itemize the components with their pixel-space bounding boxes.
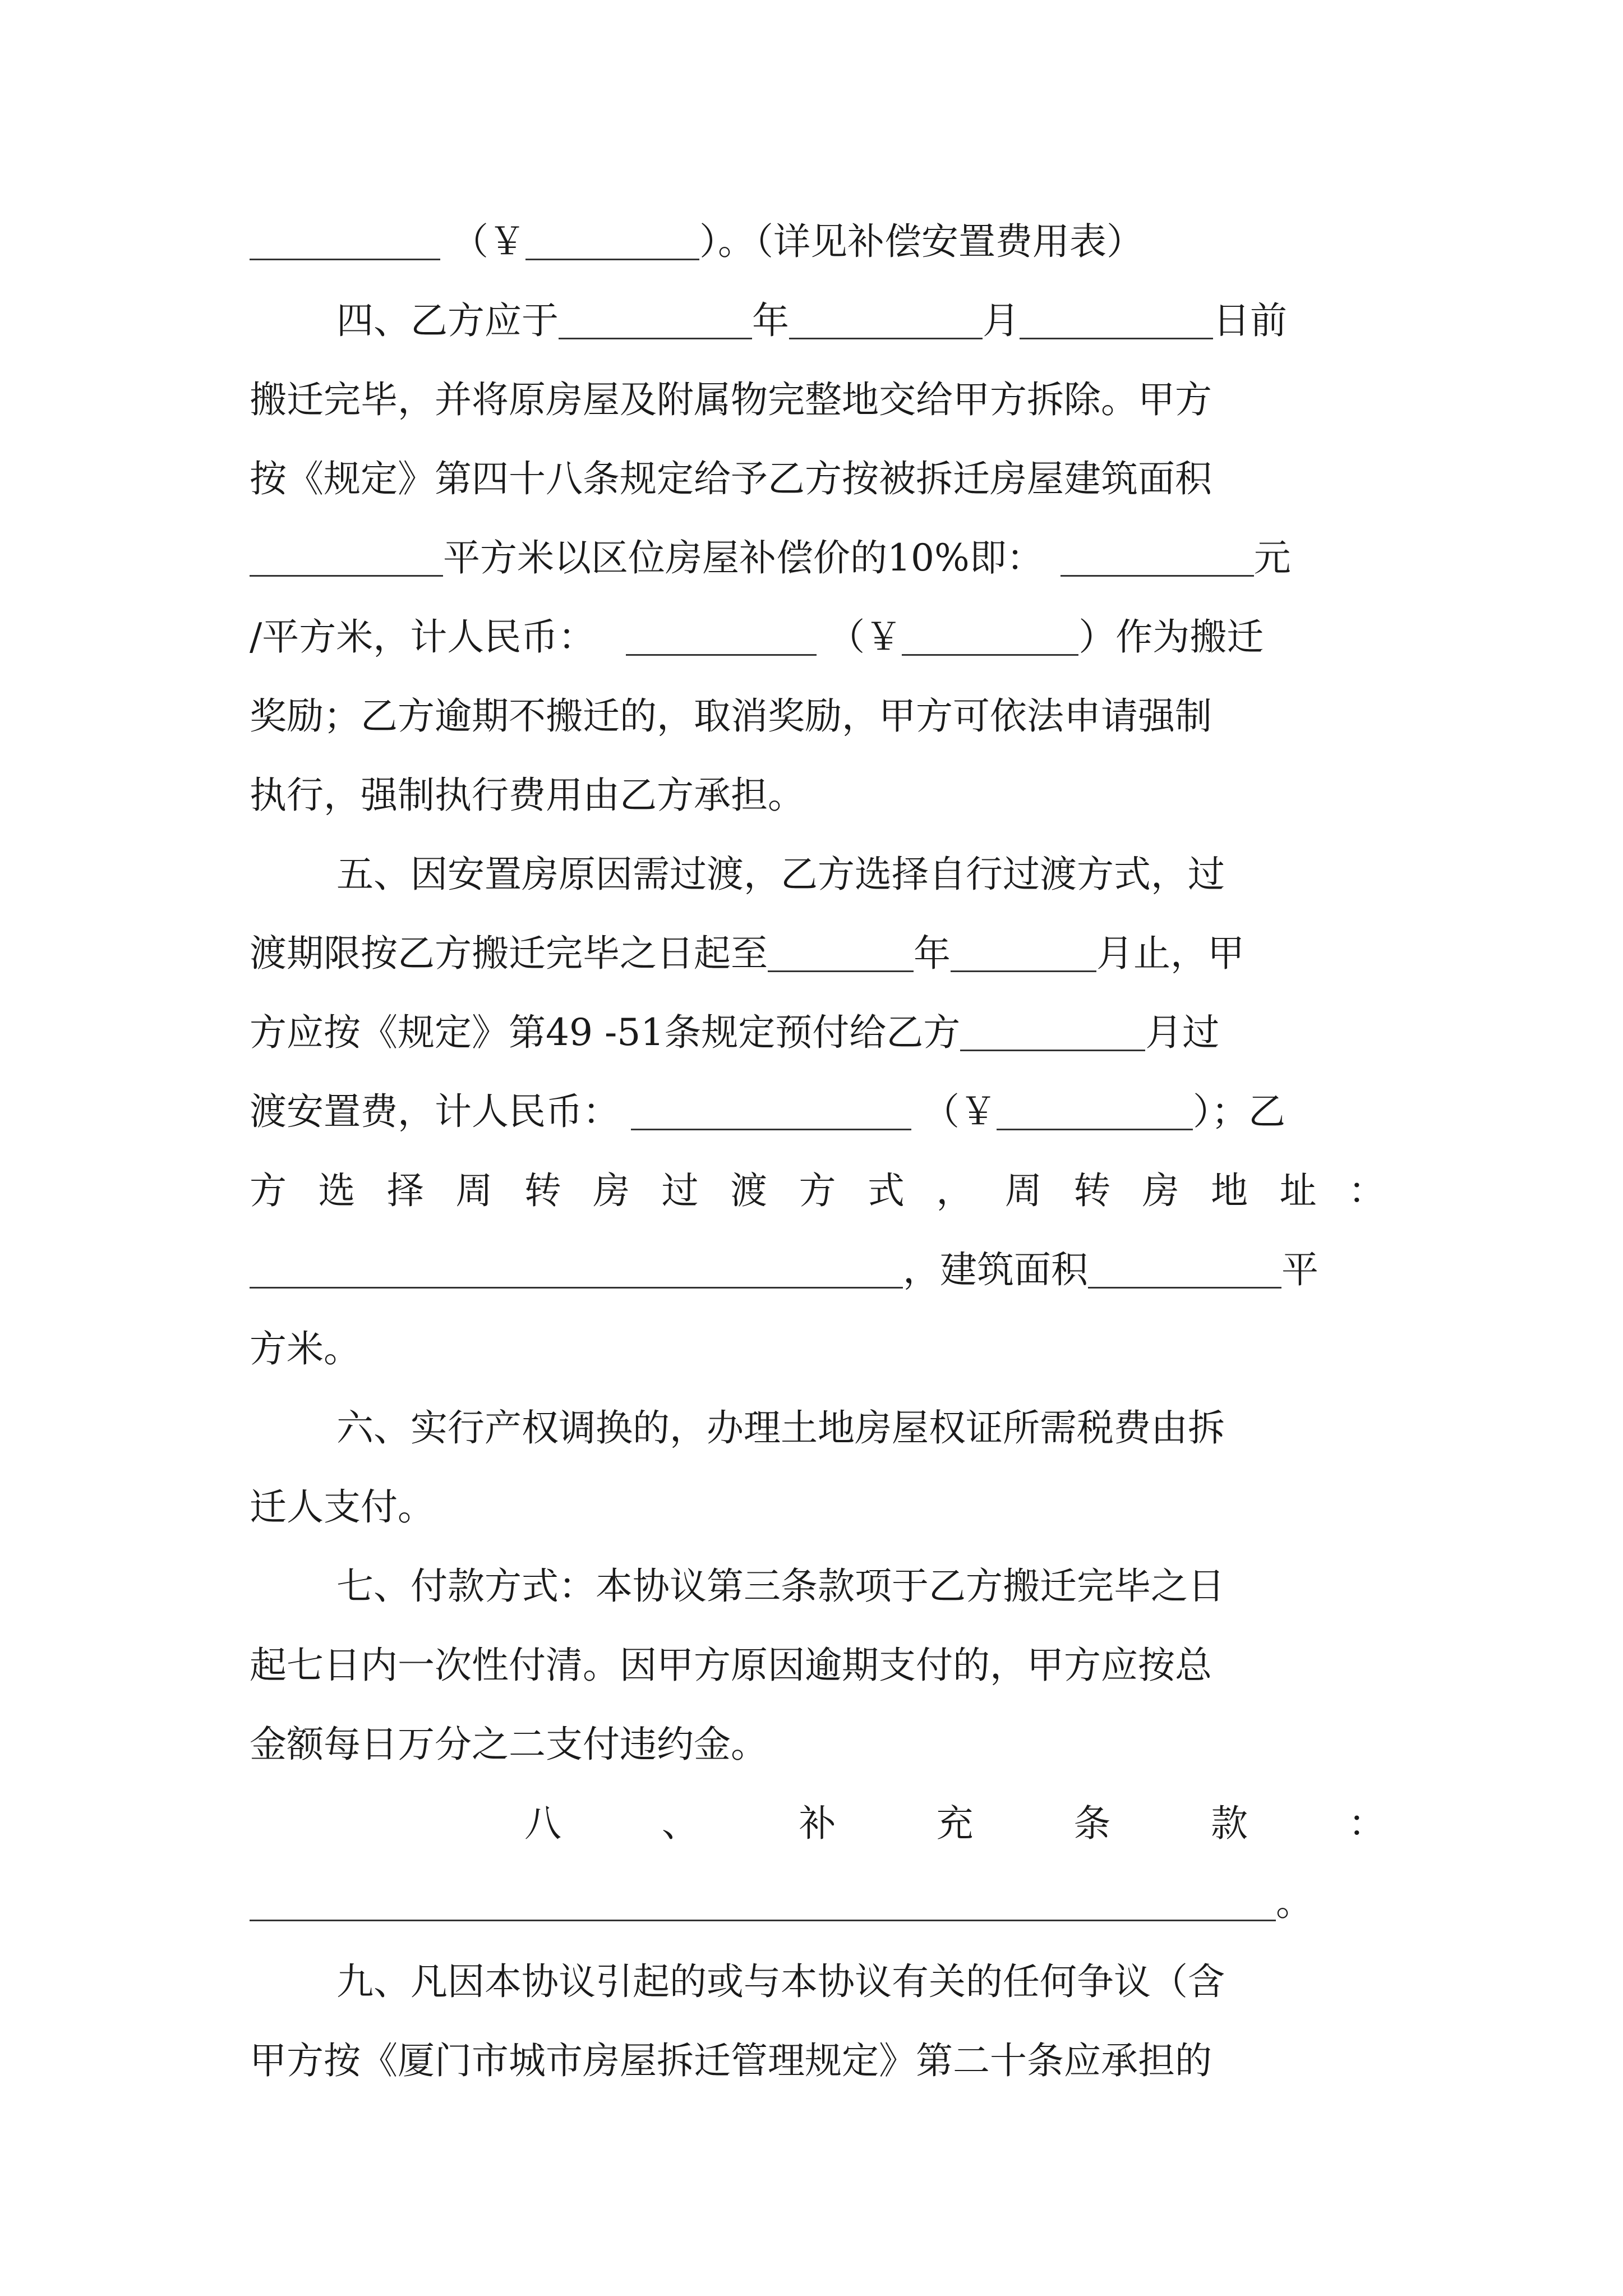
text-segment: 六、实行产权调换的，办理土地房屋权证所需税费由拆 <box>336 1406 1225 1450</box>
text-line <box>250 993 1385 1072</box>
text-line <box>250 677 1385 756</box>
text-line <box>250 2022 1385 2100</box>
blank-underline <box>1061 540 1254 577</box>
blank-underline <box>631 1093 911 1130</box>
text-segment: 起七日内一次性付清。因甲方原因逾期支付的，甲方应按总 <box>250 1644 1212 1687</box>
text-line <box>250 1231 1385 1309</box>
text-char: ： <box>1348 1169 1385 1212</box>
text-segment: 甲方按《厦门市城市房屋拆迁管理规定》第二十条应承担的 <box>250 2039 1212 2082</box>
text-char: 择 <box>386 1169 424 1212</box>
text-char: 、 <box>661 1802 699 1845</box>
blank-underline <box>768 935 914 972</box>
text-line <box>250 914 1385 993</box>
text-line <box>250 1943 1385 2021</box>
text-line <box>250 440 1385 518</box>
text-char: ， <box>936 1169 974 1212</box>
text-segment: 渡期限按乙方搬迁完毕之日起至 <box>250 932 768 975</box>
text-segment: 搬迁完毕，并将原房屋及附属物完整地交给甲方拆除。甲方 <box>250 378 1212 421</box>
blank-underline <box>626 619 817 656</box>
text-segment: 。 <box>1276 1881 1313 1924</box>
text-char: 转 <box>524 1169 561 1212</box>
text-segment: 奖励；乙方逾期不搬迁的，取消奖励，甲方可依法申请强制 <box>250 694 1212 738</box>
text-segment: 平方米以区位房屋补偿价的10%即： <box>443 536 1044 579</box>
text-segment: （￥ <box>923 1090 997 1133</box>
text-char: 房 <box>593 1169 630 1212</box>
text-segment: ）；乙 <box>1193 1090 1285 1133</box>
text-segment: 月 <box>983 299 1020 342</box>
blank-underline <box>951 935 1096 972</box>
text-line <box>250 203 1385 281</box>
text-line <box>250 361 1385 439</box>
blank-underline <box>250 1251 903 1289</box>
text-segment: ）作为搬迁 <box>1078 615 1264 659</box>
text-char: 补 <box>799 1802 836 1845</box>
text-line <box>250 1389 1385 1467</box>
text-char: 式 <box>867 1169 905 1212</box>
blank-underline <box>789 302 983 339</box>
text-line <box>250 1864 1385 1942</box>
text-line <box>250 1626 1385 1705</box>
text-segment: 渡安置费，计人民币： <box>250 1090 620 1133</box>
text-segment: 迁人支付。 <box>250 1485 435 1529</box>
text-char: 过 <box>661 1169 699 1212</box>
text-segment: 按《规定》第四十八条规定给予乙方按被拆迁房屋建筑面积 <box>250 457 1212 500</box>
text-line <box>250 598 1385 677</box>
blank-underline <box>559 302 752 339</box>
blank-underline <box>997 1093 1193 1130</box>
text-char: 周 <box>455 1169 493 1212</box>
text-char: ： <box>1348 1802 1385 1845</box>
text-line <box>250 519 1385 597</box>
blank-underline <box>525 223 699 260</box>
text-line <box>250 835 1385 914</box>
text-segment: 元 <box>1253 536 1291 579</box>
text-line <box>250 1705 1385 1784</box>
text-line <box>250 1547 1385 1626</box>
text-segment: （￥ <box>451 220 525 263</box>
text-line-justified <box>250 1152 1385 1230</box>
text-segment: 月止，甲 <box>1096 932 1244 975</box>
text-segment: 年 <box>914 932 951 975</box>
text-char: 渡 <box>730 1169 768 1212</box>
text-segment: 日前 <box>1213 299 1287 342</box>
text-char: 选 <box>318 1169 356 1212</box>
text-char: 方 <box>799 1169 836 1212</box>
blank-underline <box>1020 302 1213 339</box>
text-segment: /平方米，计人民币： <box>250 615 596 659</box>
text-line <box>250 1073 1385 1151</box>
text-char: 八 <box>524 1802 561 1845</box>
text-char: 地 <box>1211 1169 1248 1212</box>
text-line <box>250 756 1385 835</box>
text-segment: 月过 <box>1145 1011 1220 1054</box>
text-char: 方 <box>250 1169 287 1212</box>
blank-underline <box>960 1014 1145 1051</box>
text-line-justified <box>524 1784 1385 1863</box>
text-segment: 五、因安置房原因需过渡，乙方选择自行过渡方式，过 <box>336 853 1225 896</box>
blank-underline <box>902 619 1078 656</box>
text-segment: 金额每日万分之二支付违约金。 <box>250 1723 768 1766</box>
blank-underline <box>250 1884 1276 1921</box>
text-segment: 年 <box>752 299 789 342</box>
text-char: 转 <box>1073 1169 1111 1212</box>
text-char: 条 <box>1073 1802 1111 1845</box>
text-char: 址 <box>1279 1169 1317 1212</box>
text-segment: 执行，强制执行费用由乙方承担。 <box>250 774 805 817</box>
text-char: 周 <box>1004 1169 1042 1212</box>
text-line <box>250 1468 1385 1547</box>
text-segment: 四、乙方应于 <box>336 299 559 342</box>
text-segment: ）。（详见补偿安置费用表） <box>699 220 1144 263</box>
text-line <box>250 282 1385 360</box>
text-segment: 方米。 <box>250 1327 361 1370</box>
text-char: 款 <box>1211 1802 1248 1845</box>
text-char: 房 <box>1142 1169 1179 1212</box>
text-segment: 七、付款方式：本协议第三条款项于乙方搬迁完毕之日 <box>336 1565 1225 1608</box>
text-segment: （￥ <box>828 615 902 659</box>
blank-underline <box>250 540 443 577</box>
text-char: 充 <box>936 1802 974 1845</box>
text-line <box>250 1310 1385 1388</box>
text-segment: 方应按《规定》第49 -51条规定预付给乙方 <box>250 1011 961 1054</box>
text-segment: 九、凡因本协议引起的或与本协议有关的任何争议（含 <box>336 1960 1225 2003</box>
blank-underline <box>250 223 440 260</box>
text-segment: ，建筑面积 <box>903 1248 1088 1291</box>
blank-underline <box>1088 1251 1281 1289</box>
text-segment: 平 <box>1281 1248 1318 1291</box>
